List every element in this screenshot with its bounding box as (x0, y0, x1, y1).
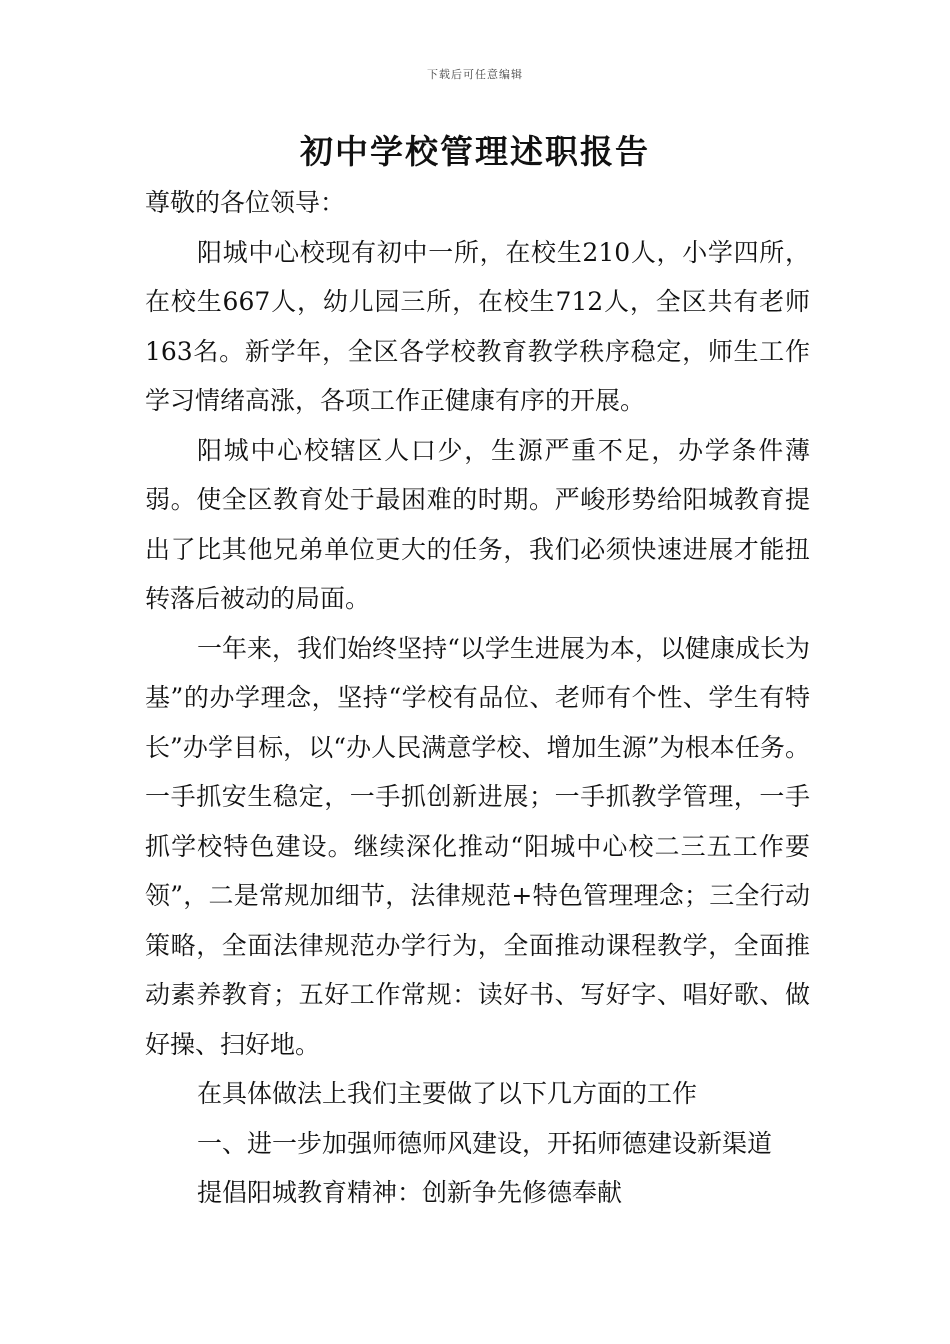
header-note: 下载后可任意编辑 (427, 68, 523, 81)
paragraph-2: 阳城中心校辖区人口少，生源严重不足，办学条件薄弱。使全区教育处于最困难的时期。严峻形势给阳城教育提出了比其他兄弟单位更大的任务，我们必须快速进展才能扭转落后被动的局面。 (145, 435, 810, 613)
section-heading-1: 一、进一步加强师德师风建设，开拓师德建设新渠道 (197, 1128, 773, 1158)
paragraph-3: 一年来，我们始终坚持“以学生进展为本，以健康成长为基”的办学理念，坚持“学校有品位、老师有个性、学生有特长”办学目标，以“办人民满意学校、增加生源”为根本任务。一手抓安生稳定，一手抓创新进展；一手抓教学管理，一手抓学校特色建设。继续深化推动“阳城中心校二三五工作要领”，二是常规加细节，法律规范+特色管理理念；三全行动策略，全面法律规范办学行为，全面推动课程教学，全面推动素养教育；五好工作常规：读好书、写好字、唱好歌、做好操、扫好地。 (145, 633, 810, 1059)
paragraph-1: 阳城中心校现有初中一所，在校生210人，小学四所，在校生667人，幼儿园三所，在校生712人，全区共有老师163名。新学年，全区各学校教育教学秩序稳定，师生工作学习情绪高涨，各项工作正健康有序的开展。 (145, 237, 810, 415)
paragraph-5: 提倡阳城教育精神：创新争先修德奉献 (197, 1178, 623, 1207)
paragraph-4: 在具体做法上我们主要做了以下几方面的工作 (197, 1079, 698, 1108)
salutation: 尊敬的各位领导： (145, 188, 346, 217)
document-title: 初中学校管理述职报告 (300, 132, 650, 171)
document-body (145, 178, 810, 1218)
